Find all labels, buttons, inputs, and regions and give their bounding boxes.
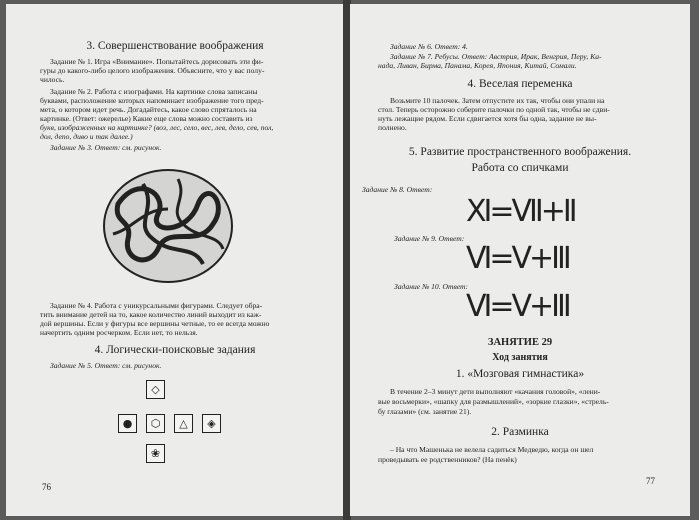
triangle-icon: △ [174,414,193,433]
flower-icon: ❀ [146,444,165,463]
task2-line5: букв, изображенных на картинке? (воз, лес, село, вес, лев, дело, сев, пол, [40,123,274,132]
task4-line2: тить внимание детей на то, какое количество линий выходит из каж- [40,310,262,319]
break-line1: Возьмите 10 палочек. Затем отпустите их так, чтобы они упали на [390,96,605,105]
task6-answer: Задание № 6. Ответ: 4. [390,42,468,51]
break-line2: стол. Теперь осторожно соберите палочки по одной так, чтобы не сдви- [378,105,610,114]
task7-line1: Задание № 7. Ребусы. Ответ: Австрия, Ирак, Венгрия, Перу, Ка- [390,52,602,61]
striped-circle-icon: ● [118,414,137,433]
task3-answer: Задание № 3. Ответ: см. рисунок. [50,143,162,152]
part1-line3: бу глазами» (см. занятие 21). [378,407,472,416]
task2-line2: буквами, расположение которых напоминает изображение того пред- [40,96,264,105]
task5-answer: Задание № 5. Ответ: см. рисунок. [50,361,162,370]
task7-line2: нада, Ливан, Бирма, Панама, Корея, Япония, Китай, Сомали. [378,61,577,70]
task10-label: Задание № 10. Ответ: [394,282,469,291]
task1-line3: чилось. [40,75,65,84]
question-line1: – На что Машенька не велела садиться Медведю, когда он шел [390,445,594,454]
leaf-icon: ◈ [202,414,221,433]
task8-label: Задание № 8. Ответ: [362,185,433,194]
diamond-icon: ◇ [146,380,165,399]
apple-icon: ⬡ [146,414,165,433]
task2-line6: дол, депо, диво и так далее.) [40,132,133,141]
task2-line1: Задание № 2. Работа с изографами. На картинке слова записаны [50,87,258,96]
page-number: 77 [646,476,655,486]
section4-title: 4. Логически-поисковые задания [94,344,256,356]
break-line3: нуть лежащие рядом. Если сдвигается хотя бы одна, задание не вы- [378,114,597,123]
section4-title: 4. Веселая переменка [467,78,573,90]
section5-subtitle: Работа со спичками [471,162,569,174]
part1-line1: В течение 2–3 минут дети выполняют «качания головой», «лени- [390,387,601,396]
part2-title: 2. Разминка [491,426,549,438]
question-line2: проведывать ее родственников? (На пенёк) [378,455,517,464]
task9-matchstick-answer: VI=V+III [466,241,569,276]
task8-matchstick-answer: XI=VII+II [466,194,575,229]
task2-line4: картинке. (Ответ: ожерелье) Какие еще слова можно составить из [40,114,253,123]
page-number: 76 [42,482,51,492]
lesson-subtitle: Ход занятия [492,352,548,363]
section3-title: 3. Совершенствование воображения [86,40,264,52]
task4-line1: Задание № 4. Работа с уникурсальными фигурами. Следует обра- [50,301,263,310]
left-page [6,4,344,516]
unicursal-figure [98,164,238,284]
task9-label: Задание № 9. Ответ: [394,234,465,243]
part1-title: 1. «Мозговая гимнастика» [455,368,585,380]
part1-line2: вые восьмерки», «шапку для размышлений», «зоркие глазки», «стрель- [378,397,609,406]
task10-matchstick-answer: VI=V+III [466,289,569,324]
section5-title: 5. Развитие пространственного воображения. [408,146,632,158]
task4-line3: дой вершины. Если у фигуры все вершины четные, то ее всегда можно [40,319,270,328]
task1-line2: гуры до какого-либо целого изображения. Объясните, что у вас полу- [40,66,265,75]
lesson-title: ЗАНЯТИЕ 29 [487,337,553,348]
right-page [350,4,690,516]
task4-line4: начертить одним росчерком. Если нет, то нельзя. [40,328,198,337]
task1-line1: Задание № 1. Игра «Внимание». Попытайтесь дорисовать эти фи- [50,57,264,66]
task2-line3: мета, о котором идет речь. Догадайтесь, какое слово спряталось на [40,105,257,114]
break-line4: полнено. [378,123,407,132]
